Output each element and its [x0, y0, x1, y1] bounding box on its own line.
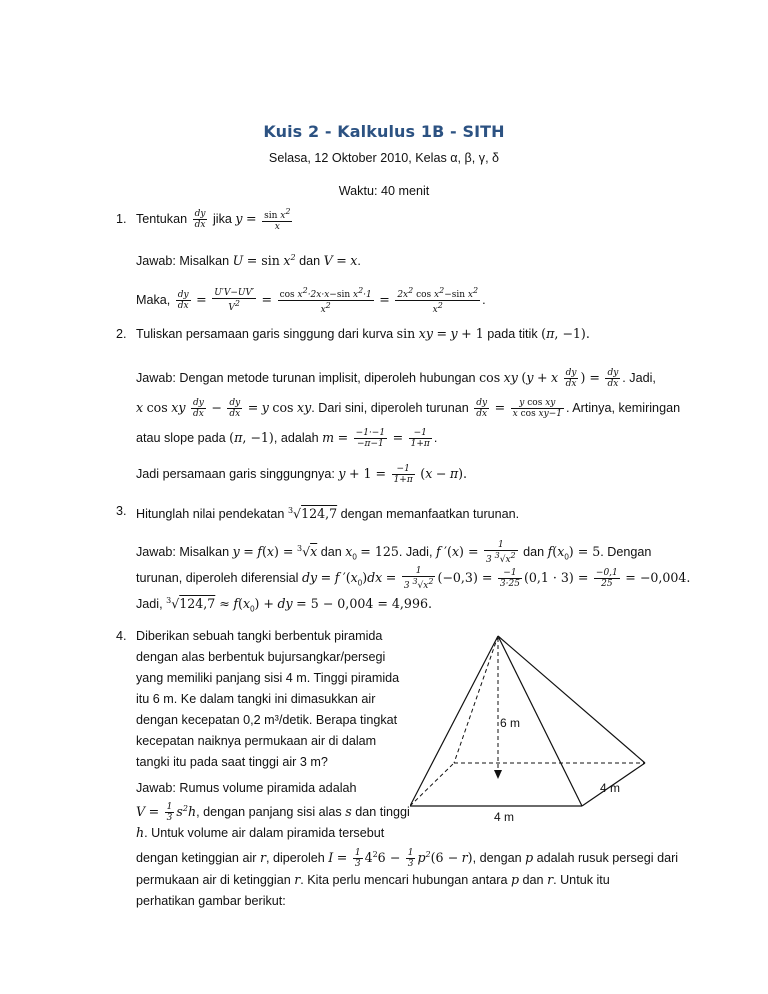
question-4-answer-3: h. Untuk volume air dalam piramida tersebut: [136, 825, 385, 840]
question-4-prompt-line: kecepatan naiknya permukaan air di dalam: [136, 734, 377, 748]
question-4-prompt-line: yang memiliki panjang sisi 4 m. Tinggi piramida: [136, 671, 400, 685]
question-4-answer-6: perhatikan gambar berikut:: [136, 894, 286, 908]
duration: Waktu: 40 menit: [338, 184, 430, 198]
question-4-answer-4: dengan ketinggian air r, diperoleh I = $\frac{1}{3}$ $4^26$ − $\frac{1}{3}$ $p^2(6 - r)$, dengan p adalah rusuk persegi dari: [136, 848, 679, 870]
pyramid-diagram: [410, 628, 650, 828]
question-2-answer-2: x cos xy $\frac{dy}{dx}$ − $\frac{dy}{dx}$ = y cos xy. Dari sini, diperoleh turunan $\frac{dy}{dx}$ = $\frac{\text{y cos xy}}{\text{x cos xy−1}}$ . Artinya, kemiringan: [136, 398, 681, 419]
side-label-bottom: 4 m: [494, 810, 515, 824]
question-number-4: 4.: [116, 629, 127, 643]
pyramid-figure: [410, 628, 650, 828]
question-1-answer-1: Jawab: Misalkan $U = \sin x^2$ dan V = x.: [136, 253, 361, 269]
question-4-prompt-line: itu 6 m. Ke dalam tangki ini dimasukkan air: [136, 692, 376, 706]
question-4-prompt-line: Diberikan sebuah tangki berbentuk piramida: [136, 629, 383, 643]
question-1-prompt: Tentukan $\frac{dy}{dx}$ jika y = $\frac{\sin x^2}{x}$: [136, 207, 291, 232]
question-4-prompt-line: tangki itu pada saat tinggi air 3 m?: [136, 755, 328, 769]
base-left-hidden-edge: [410, 763, 454, 806]
question-number-1: 1.: [116, 212, 127, 226]
question-2-answer-3: atau slope pada (π, −1), adalah m = $\frac{-1\cdot-1}{-\pi-1}$ = $\frac{-1}{1+\pi}$ .: [136, 428, 438, 449]
lateral-edge-left: [410, 636, 498, 806]
page-subtitle: Selasa, 12 Oktober 2010, Kelas α, β, γ, δ: [268, 151, 500, 165]
question-4-answer-1: Jawab: Rumus volume piramida adalah: [136, 781, 357, 795]
height-arrow-head: [494, 770, 502, 779]
question-number-2: 2.: [116, 327, 127, 341]
side-label-right: 4 m: [600, 781, 621, 795]
question-1-answer-2: Maka, $\frac{dy}{dx}$ = $\frac{U'V-UV'}{V^2}$ = $\frac{\cos x^2\cdot 2x\cdot x-\sin x^2\cdot 1}{x^2}$ = $\frac{2x^2 \cos x^2-\sin x^2}{x^2}$ .: [136, 286, 486, 315]
height-label: 6 m: [500, 716, 521, 730]
question-3-answer-1: Jawab: Misalkan y = f(x) = $^3$√x dan $x_0 = 125$. Jadi, f ′(x) = $\frac{1}{3 ^3√x^2}$ dan $f(x_0) = 5$. Dengan: [136, 540, 652, 565]
question-4-prompt-line: dengan alas berbentuk bujursangkar/persegi: [136, 650, 386, 664]
question-number-3: 3.: [116, 504, 127, 518]
question-2-answer-1: Jawab: Dengan metode turunan implisit, diperoleh hubungan cos xy (y + x $\frac{dy}{dx}$ ) = $\frac{dy}{dx}$ . Jadi,: [136, 368, 656, 389]
page-title: Kuis 2 - Kalkulus 1B - SITH: [263, 122, 505, 141]
question-3-answer-2: turunan, diperoleh diferensial dy = f $'(x_0)dx$ = $\frac{1}{3 ^3√x^2}$ (−0,3) = $\frac{-1}{3\cdot 25}$ (0,1 · 3) = $\frac{-0,1}{25}$ = −0,004.: [136, 566, 691, 591]
question-2-prompt: Tuliskan persamaan garis singgung dari kurva sin xy = y + 1 pada titik (π, −1).: [136, 326, 590, 341]
question-3-answer-3: Jadi, $^3√124,7 \approx f(x_0)$ + dy = 5 − 0,004 = 4,996.: [136, 596, 432, 614]
question-4-prompt-line: dengan kecepatan 0,2 m³/detik. Berapa tingkat: [136, 713, 398, 727]
lateral-edge-right: [498, 636, 645, 763]
question-4-answer-2: V = $\frac{1}{3}$ $s^2h$, dengan panjang sisi alas s dan tinggi: [136, 802, 410, 824]
question-2-answer-4: Jadi persamaan garis singgungnya: y + 1 = $\frac{-1}{1+\pi}$ (x − π).: [136, 464, 468, 485]
lateral-edge-hidden: [454, 636, 498, 763]
question-3-prompt: Hitunglah nilai pendekatan $^3$√124,7 dengan memanfaatkan turunan.: [136, 506, 520, 522]
question-4-answer-5: permukaan air di ketinggian r. Kita perlu mencari hubungan antara p dan r. Untuk itu: [136, 872, 610, 887]
